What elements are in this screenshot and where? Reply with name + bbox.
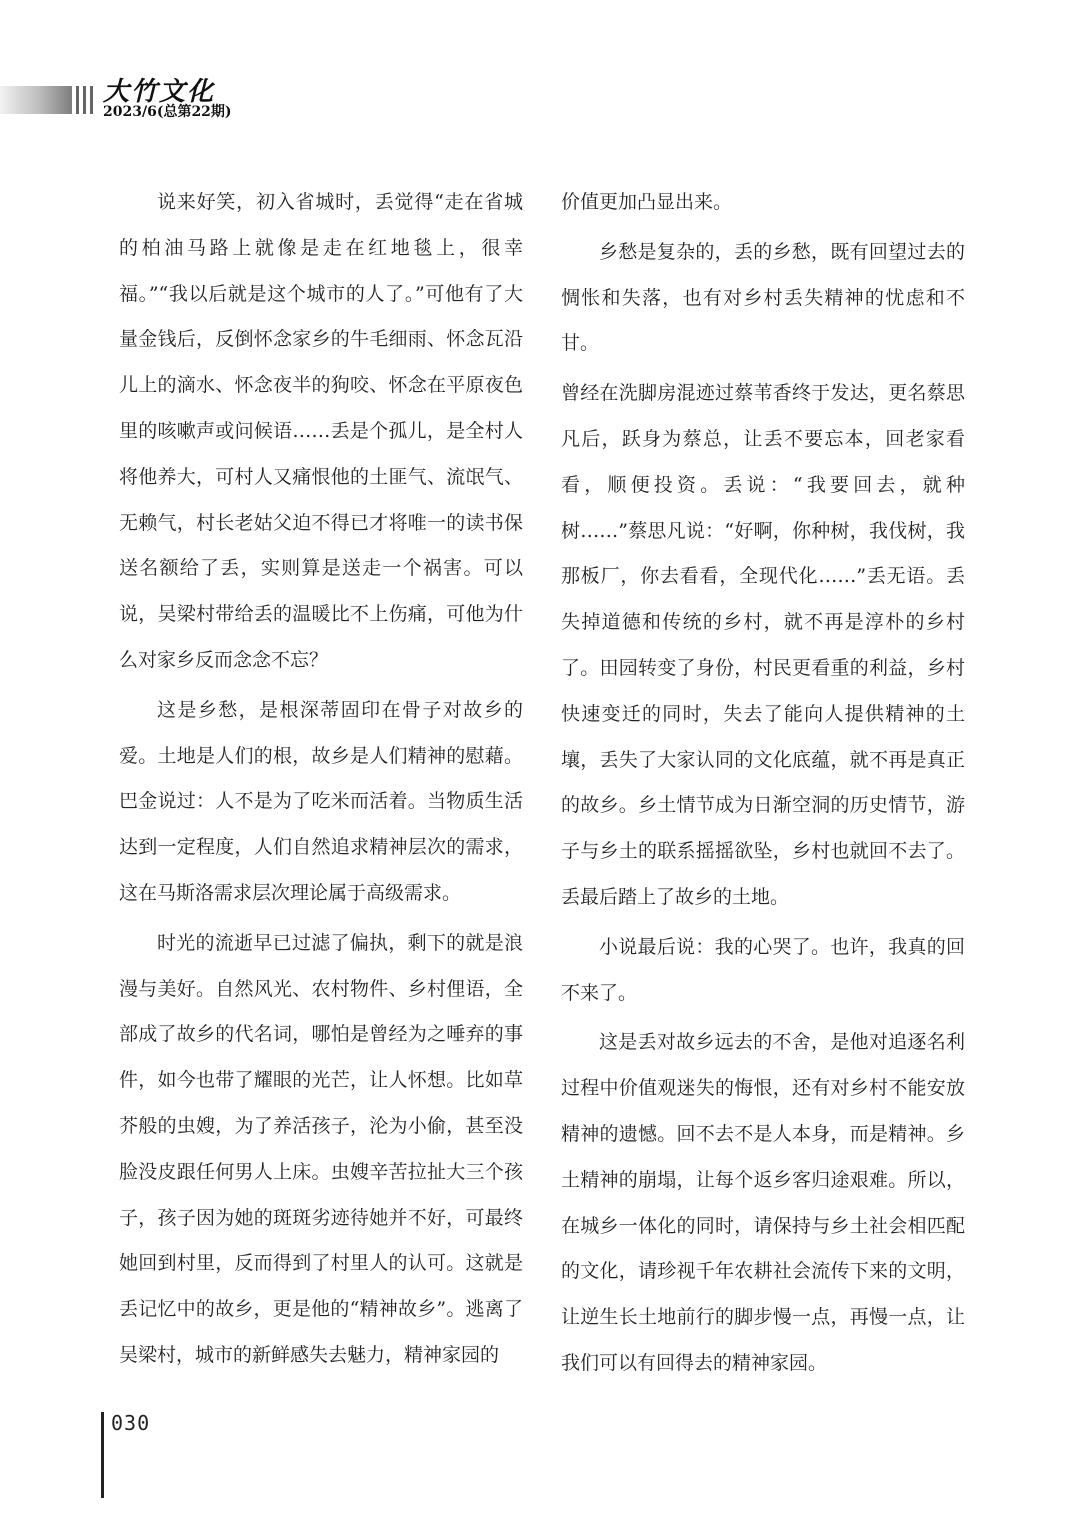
paragraph: 时光的流逝早已过滤了偏执，剩下的就是浪漫与美好。自然风光、农村物件、乡村俚语，全部成了故乡的代名词，哪怕是曾经为之唾弃的事件，如今也带了耀眼的光芒，让人怀想。比如草芥般的虫嫂，为了养活孩子，沦为小偷，甚至没脸没皮跟任何男人上床。虫嫂辛苦拉扯大三个孩子，孩子因为她的斑斑劣迹待她并不好，可最终她回到村里，反而得到了村里人的认可。这就是丢记忆中的故乡，更是他的“精神故乡”。逃离了吴梁村，城市的新鲜感失去魅力，精神家园的: [119, 931, 523, 1366]
header-decoration-bar: [0, 86, 98, 114]
issue-label: 2023/6(总第22期): [103, 104, 232, 120]
left-column: [119, 180, 523, 1379]
paragraph: 乡愁是复杂的，丢的乡愁，既有回望过去的惆怅和失落，也有对乡村丢失精神的忧虑和不甘。: [561, 240, 965, 355]
right-column: [561, 180, 965, 1387]
header-gradient: [0, 86, 72, 114]
masthead: [103, 78, 333, 120]
header-stripe: [90, 86, 93, 114]
page-number: 030: [111, 1411, 151, 1435]
header-stripe: [76, 86, 79, 114]
paragraph: 这是丢对故乡远去的不舍，是他对追逐名利过程中价值观迷失的悔恨，还有对乡村不能安放精神的遗憾。回不去不是人本身，而是精神。乡土精神的崩塌，让每个返乡客归途艰难。所以，在城乡一体化的同时，请保持与乡土社会相匹配的文化，请珍视千年农耕社会流传下来的文明，让逆生长土地前行的脚步慢一点，再慢一点，让我们可以有回得去的精神家园。: [561, 1031, 965, 1374]
header-stripe: [83, 86, 86, 114]
paragraph: 说来好笑，初入省城时，丢觉得“走在省城的柏油马路上就像是走在红地毯上，很幸福。”“我以后就是这个城市的人了。”可他有了大量金钱后，反倒怀念家乡的牛毛细雨、怀念瓦沿儿上的滴水、怀念夜半的狗咬、怀念在平原夜色里的咳嗽声或问候语……丢是个孤儿，是全村人将他养大，可村人又痛恨他的土匪气、流氓气、无赖气，村长老姑父迫不得已才将唯一的读书保送名额给了丢，实则算是送走一个祸害。可以说，吴梁村带给丢的温暖比不上伤痛，可他为什么对家乡反而念念不忘？: [119, 191, 523, 671]
paragraph: 价值更加凸显出来。: [561, 191, 733, 213]
magazine-title: 大竹文化: [103, 77, 216, 107]
paragraph: 曾经在洗脚房混迹过蔡苇香终于发达，更名蔡思凡后，跃身为蔡总，让丢不要忘本，回老家看看，顺便投资。丢说：“我要回去，就种树……”蔡思凡说：“好啊，你种树，我伐树，我那板厂，你去看看，全现代化……”丢无语。丢失掉道德和传统的乡村，就不再是淳朴的乡村了。田园转变了身份，村民更看重的利益，乡村快速变迁的同时，失去了能向人提供精神的土壤，丢失了大家认同的文化底蕴，就不再是真正的故乡。乡土情节成为日渐空洞的历史情节，游子与乡土的联系摇摇欲坠，乡村也就回不去了。丢最后踏上了故乡的土地。: [561, 382, 965, 908]
footer-rule: [101, 1412, 104, 1498]
paragraph: 小说最后说：我的心哭了。也许，我真的回不来了。: [561, 935, 965, 1004]
paragraph: 这是乡愁，是根深蒂固印在骨子对故乡的爱。土地是人们的根，故乡是人们精神的慰藉。巴金说过：人不是为了吃米而活着。当物质生活达到一定程度，人们自然追求精神层次的需求，这在马斯洛需求层次理论属于高级需求。: [119, 698, 523, 904]
